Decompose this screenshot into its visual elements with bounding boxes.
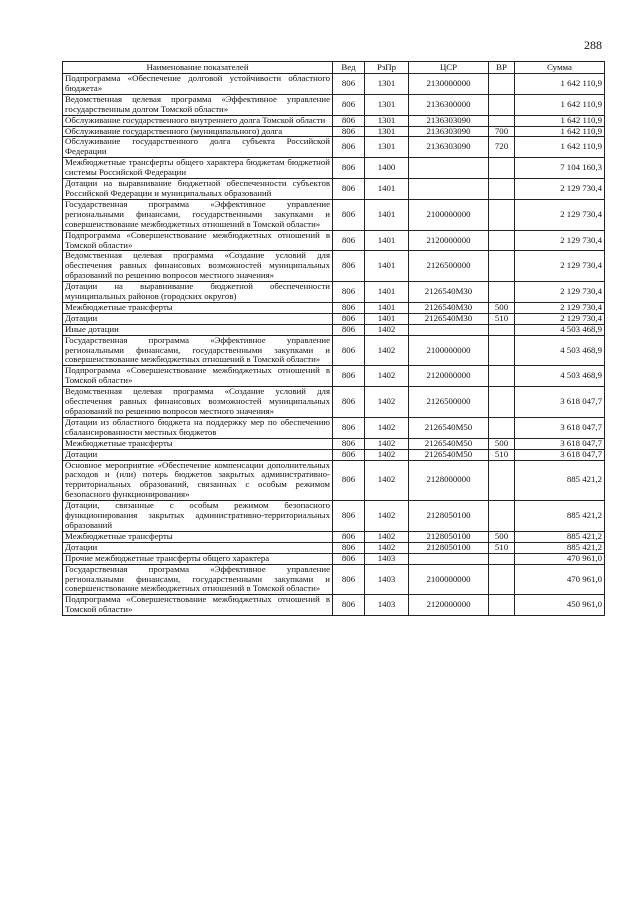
cell-vr [489, 199, 515, 230]
cell-ved: 806 [333, 366, 365, 387]
cell-sum: 885 421,2 [515, 542, 605, 553]
cell-csr: 2126540М30 [409, 302, 489, 313]
table-row [63, 553, 605, 564]
cell-csr: 2126540М30 [409, 313, 489, 324]
cell-csr: 2120000000 [409, 230, 489, 251]
cell-ved: 806 [333, 449, 365, 460]
cell-name: Подпрограмма «Обеспечение долговой устойчивости областного бюджета» [63, 74, 333, 95]
table-row [63, 335, 605, 366]
cell-rzpr: 1401 [365, 230, 409, 251]
cell-name: Ведомственная целевая программа «Создание условий для обеспечения равных финансовых возможностей муниципальных образований по решению вопросов местного значения» [63, 251, 333, 282]
cell-vr [489, 74, 515, 95]
cell-ved: 806 [333, 137, 365, 158]
cell-ved: 806 [333, 74, 365, 95]
cell-ved: 806 [333, 179, 365, 200]
table-body [63, 74, 605, 616]
cell-vr [489, 417, 515, 438]
cell-csr: 2126500000 [409, 251, 489, 282]
cell-name: Ведомственная целевая программа «Создание условий для обеспечения равных финансовых возможностей муниципальных образований по решению вопросов местного значения» [63, 387, 333, 418]
cell-rzpr: 1402 [365, 417, 409, 438]
cell-name: Межбюджетные трансферты [63, 302, 333, 313]
cell-name: Дотации [63, 542, 333, 553]
cell-ved: 806 [333, 94, 365, 115]
header-ved: Вед [333, 62, 365, 74]
cell-rzpr: 1403 [365, 553, 409, 564]
cell-ved: 806 [333, 438, 365, 449]
cell-vr [489, 387, 515, 418]
cell-sum: 4 503 468,9 [515, 366, 605, 387]
cell-vr [489, 501, 515, 532]
table-row [63, 564, 605, 595]
cell-vr [489, 230, 515, 251]
cell-ved: 806 [333, 564, 365, 595]
cell-name: Государственная программа «Эффективное управление региональными финансами, государственными закупками и совершенствование межбюджетных отношений в Томской области» [63, 564, 333, 595]
cell-name: Обслуживание государственного долга субъекта Российской Федерации [63, 137, 333, 158]
cell-sum: 3 618 047,7 [515, 417, 605, 438]
table-header-row [63, 62, 605, 74]
cell-sum: 2 129 730,4 [515, 230, 605, 251]
cell-sum: 3 618 047,7 [515, 449, 605, 460]
cell-sum: 885 421,2 [515, 501, 605, 532]
cell-ved: 806 [333, 542, 365, 553]
cell-csr: 2128000000 [409, 460, 489, 501]
cell-rzpr: 1401 [365, 179, 409, 200]
cell-rzpr: 1402 [365, 460, 409, 501]
cell-csr: 2100000000 [409, 564, 489, 595]
cell-vr [489, 366, 515, 387]
cell-name: Подпрограмма «Совершенствование межбюджетных отношений в Томской области» [63, 230, 333, 251]
header-rzpr: РзПр [365, 62, 409, 74]
cell-csr: 2136300000 [409, 94, 489, 115]
cell-name: Дотации на выравнивание бюджетной обеспеченности субъектов Российской Федерации и муниципальных образований [63, 179, 333, 200]
cell-vr [489, 158, 515, 179]
header-csr: ЦСР [409, 62, 489, 74]
cell-ved: 806 [333, 302, 365, 313]
cell-vr: 500 [489, 438, 515, 449]
cell-ved: 806 [333, 417, 365, 438]
cell-rzpr: 1401 [365, 251, 409, 282]
cell-name: Государственная программа «Эффективное управление региональными финансами, государственными закупками и совершенствование межбюджетных отношений в Томской области» [63, 199, 333, 230]
cell-name: Межбюджетные трансферты [63, 531, 333, 542]
cell-rzpr: 1400 [365, 158, 409, 179]
cell-vr: 500 [489, 302, 515, 313]
cell-csr: 2136303090 [409, 137, 489, 158]
cell-vr [489, 115, 515, 126]
cell-csr: 2136303090 [409, 126, 489, 137]
cell-rzpr: 1402 [365, 324, 409, 335]
cell-vr [489, 251, 515, 282]
cell-name: Дотации, связанные с особым режимом безопасного функционирования закрытых административно-территориальных образований [63, 501, 333, 532]
cell-csr: 2126500000 [409, 387, 489, 418]
cell-vr [489, 460, 515, 501]
cell-sum: 2 129 730,4 [515, 302, 605, 313]
cell-vr [489, 553, 515, 564]
cell-sum: 2 129 730,4 [515, 282, 605, 303]
cell-ved: 806 [333, 335, 365, 366]
cell-rzpr: 1401 [365, 282, 409, 303]
cell-name: Государственная программа «Эффективное управление региональными финансами, государственными закупками и совершенствование межбюджетных отношений в Томской области» [63, 335, 333, 366]
cell-sum: 1 642 110,9 [515, 137, 605, 158]
cell-name: Прочие межбюджетные трансферты общего характера [63, 553, 333, 564]
cell-rzpr: 1402 [365, 449, 409, 460]
cell-name: Подпрограмма «Совершенствование межбюджетных отношений в Томской области» [63, 366, 333, 387]
cell-rzpr: 1402 [365, 501, 409, 532]
header-sum: Сумма [515, 62, 605, 74]
cell-csr [409, 179, 489, 200]
cell-rzpr: 1301 [365, 126, 409, 137]
cell-csr [409, 553, 489, 564]
cell-ved: 806 [333, 387, 365, 418]
cell-rzpr: 1402 [365, 438, 409, 449]
cell-name: Обслуживание государственного (муниципального) долга [63, 126, 333, 137]
cell-csr [409, 324, 489, 335]
cell-rzpr: 1301 [365, 115, 409, 126]
cell-sum: 885 421,2 [515, 531, 605, 542]
cell-ved: 806 [333, 501, 365, 532]
table-row [63, 74, 605, 95]
cell-csr: 2100000000 [409, 335, 489, 366]
cell-csr: 2120000000 [409, 595, 489, 616]
header-vr: ВР [489, 62, 515, 74]
cell-vr [489, 595, 515, 616]
cell-rzpr: 1301 [365, 74, 409, 95]
cell-name: Дотации [63, 313, 333, 324]
header-name: Наименование показателей [63, 62, 333, 74]
cell-sum: 2 129 730,4 [515, 313, 605, 324]
table-row [63, 115, 605, 126]
cell-rzpr: 1401 [365, 302, 409, 313]
cell-sum: 2 129 730,4 [515, 251, 605, 282]
table-row [63, 137, 605, 158]
cell-csr: 2126540М50 [409, 417, 489, 438]
cell-csr [409, 158, 489, 179]
table-row [63, 542, 605, 553]
cell-sum: 885 421,2 [515, 460, 605, 501]
table-row [63, 595, 605, 616]
cell-name: Ведомственная целевая программа «Эффективное управление государственным долгом Томской области» [63, 94, 333, 115]
cell-sum: 3 618 047,7 [515, 387, 605, 418]
cell-name: Межбюджетные трансферты общего характера бюджетам бюджетной системы Российской Федерации [63, 158, 333, 179]
cell-name: Обслуживание государственного внутреннего долга Томской области [63, 115, 333, 126]
cell-rzpr: 1402 [365, 387, 409, 418]
cell-ved: 806 [333, 553, 365, 564]
cell-vr [489, 324, 515, 335]
cell-csr: 2126540М50 [409, 438, 489, 449]
cell-sum: 1 642 110,9 [515, 74, 605, 95]
cell-rzpr: 1402 [365, 542, 409, 553]
cell-csr: 2136303090 [409, 115, 489, 126]
table-row [63, 230, 605, 251]
cell-csr: 2128050100 [409, 531, 489, 542]
cell-ved: 806 [333, 158, 365, 179]
table-row [63, 438, 605, 449]
cell-rzpr: 1402 [365, 366, 409, 387]
table-row [63, 282, 605, 303]
cell-ved: 806 [333, 595, 365, 616]
budget-table [62, 61, 605, 616]
cell-sum: 2 129 730,4 [515, 199, 605, 230]
cell-ved: 806 [333, 324, 365, 335]
cell-ved: 806 [333, 282, 365, 303]
cell-rzpr: 1402 [365, 531, 409, 542]
cell-csr: 2120000000 [409, 366, 489, 387]
cell-ved: 806 [333, 230, 365, 251]
cell-rzpr: 1403 [365, 564, 409, 595]
cell-sum: 1 642 110,9 [515, 115, 605, 126]
cell-vr: 510 [489, 449, 515, 460]
cell-name: Межбюджетные трансферты [63, 438, 333, 449]
cell-csr: 2128050100 [409, 542, 489, 553]
table-row [63, 313, 605, 324]
table-row [63, 94, 605, 115]
cell-vr: 510 [489, 313, 515, 324]
cell-csr: 2126540М30 [409, 282, 489, 303]
cell-sum: 470 961,0 [515, 564, 605, 595]
cell-name: Дотации [63, 449, 333, 460]
cell-rzpr: 1301 [365, 137, 409, 158]
cell-ved: 806 [333, 115, 365, 126]
cell-vr [489, 179, 515, 200]
table-row [63, 449, 605, 460]
cell-name: Дотации на выравнивание бюджетной обеспеченности муниципальных районов (городских округов) [63, 282, 333, 303]
page-number: 288 [584, 38, 602, 52]
cell-sum: 4 503 468,9 [515, 324, 605, 335]
cell-rzpr: 1401 [365, 199, 409, 230]
table-row [63, 501, 605, 532]
table-row [63, 179, 605, 200]
table-row [63, 417, 605, 438]
cell-vr [489, 282, 515, 303]
cell-name: Иные дотации [63, 324, 333, 335]
table-row [63, 302, 605, 313]
table-row [63, 387, 605, 418]
table-row [63, 199, 605, 230]
cell-rzpr: 1402 [365, 335, 409, 366]
cell-rzpr: 1401 [365, 313, 409, 324]
cell-sum: 1 642 110,9 [515, 94, 605, 115]
cell-sum: 450 961,0 [515, 595, 605, 616]
cell-csr: 2126540М50 [409, 449, 489, 460]
cell-rzpr: 1403 [365, 595, 409, 616]
cell-name: Подпрограмма «Совершенствование межбюджетных отношений в Томской области» [63, 595, 333, 616]
cell-sum: 1 642 110,9 [515, 126, 605, 137]
table-row [63, 366, 605, 387]
cell-rzpr: 1301 [365, 94, 409, 115]
cell-csr: 2130000000 [409, 74, 489, 95]
cell-sum: 7 104 160,3 [515, 158, 605, 179]
cell-name: Дотации из областного бюджета на поддержку мер по обеспечению сбалансированности местных бюджетов [63, 417, 333, 438]
cell-sum: 470 961,0 [515, 553, 605, 564]
cell-vr [489, 564, 515, 595]
cell-vr: 700 [489, 126, 515, 137]
table-row [63, 531, 605, 542]
table-row [63, 324, 605, 335]
cell-csr: 2128050100 [409, 501, 489, 532]
cell-sum: 3 618 047,7 [515, 438, 605, 449]
cell-name: Основное мероприятие «Обеспечение компенсации дополнительных расходов и (или) потерь бюджетов закрытых административно-территориальных образований, связанных с особым режимом безопасного функционирования» [63, 460, 333, 501]
cell-ved: 806 [333, 199, 365, 230]
cell-ved: 806 [333, 251, 365, 282]
table-row [63, 126, 605, 137]
cell-ved: 806 [333, 126, 365, 137]
cell-ved: 806 [333, 313, 365, 324]
cell-ved: 806 [333, 460, 365, 501]
table-row [63, 158, 605, 179]
cell-ved: 806 [333, 531, 365, 542]
table-row [63, 460, 605, 501]
table-row [63, 251, 605, 282]
cell-sum: 4 503 468,9 [515, 335, 605, 366]
cell-vr [489, 94, 515, 115]
cell-sum: 2 129 730,4 [515, 179, 605, 200]
cell-vr [489, 335, 515, 366]
cell-vr: 720 [489, 137, 515, 158]
cell-csr: 2100000000 [409, 199, 489, 230]
cell-vr: 500 [489, 531, 515, 542]
cell-vr: 510 [489, 542, 515, 553]
